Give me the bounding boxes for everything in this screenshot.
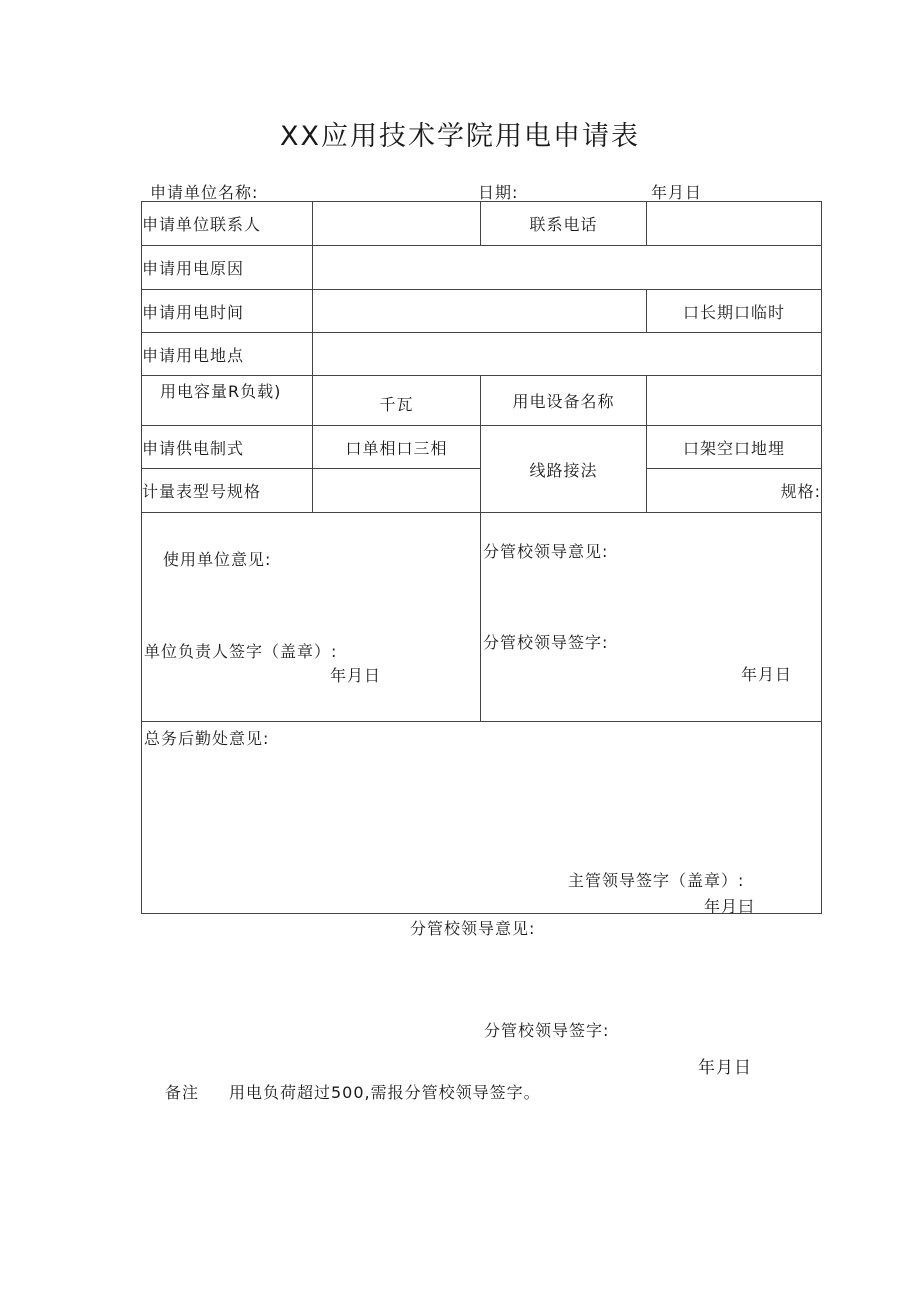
meter-label: 计量表型号规格 bbox=[142, 469, 313, 513]
reason-input[interactable] bbox=[313, 246, 822, 290]
supply-label: 申请供电制式 bbox=[142, 426, 313, 469]
unit-date: 年月日 bbox=[330, 666, 382, 685]
phone-label: 联系电话 bbox=[481, 202, 647, 246]
wiring-label: 线路接法 bbox=[481, 426, 647, 513]
date-label: 日期: bbox=[478, 183, 519, 202]
leader-date: 年月日 bbox=[741, 665, 793, 684]
contact-label: 申请单位联系人 bbox=[142, 202, 313, 246]
leader-sign-label: 分管校领导签字: bbox=[483, 633, 609, 652]
location-label: 申请用电地点 bbox=[142, 333, 313, 376]
page-title: XX应用技术学院用电申请表 bbox=[280, 121, 640, 152]
reason-label: 申请用电原因 bbox=[142, 246, 313, 290]
application-form-table bbox=[141, 201, 822, 914]
director-sign-label: 主管领导签字（盖章）: bbox=[568, 871, 745, 890]
phone-input[interactable] bbox=[647, 202, 822, 246]
below-leader-date: 年月日 bbox=[698, 1058, 752, 1078]
unit-opinion-label: 使用单位意见: bbox=[163, 550, 272, 569]
logistics-opinion-cell[interactable] bbox=[142, 722, 822, 914]
unit-opinion-cell[interactable] bbox=[142, 513, 481, 722]
capacity-unit: 千瓦 bbox=[313, 376, 481, 426]
supply-options[interactable]: 口单相口三相 bbox=[313, 426, 481, 469]
logistics-opinion-label: 总务后勤处意见: bbox=[144, 729, 270, 748]
director-date: 年月曰 bbox=[704, 897, 756, 916]
below-leader-sign-label: 分管校领导签字: bbox=[484, 1021, 610, 1040]
device-name-input[interactable] bbox=[647, 376, 822, 426]
time-options[interactable]: 口长期口临时 bbox=[647, 290, 822, 333]
below-leader-opinion-label: 分管校领导意见: bbox=[410, 919, 536, 938]
capacity-label: 用电容量R负载) bbox=[142, 376, 313, 426]
leader-opinion-label: 分管校领导意见: bbox=[483, 542, 609, 561]
device-name-label: 用电设备名称 bbox=[481, 376, 647, 426]
location-input[interactable] bbox=[313, 333, 822, 376]
spec-label: 规格: bbox=[647, 469, 822, 513]
contact-input[interactable] bbox=[313, 202, 481, 246]
meter-input[interactable] bbox=[313, 469, 481, 513]
remark-text: 用电负荷超过500,需报分管校领导签字。 bbox=[229, 1083, 541, 1102]
unit-head-sign-label: 单位负责人签字（盖章）: bbox=[144, 642, 338, 661]
remark-label: 备注 bbox=[165, 1083, 200, 1102]
date-value: 年月日 bbox=[651, 183, 703, 202]
time-input[interactable] bbox=[313, 290, 647, 333]
time-label: 申请用电时间 bbox=[142, 290, 313, 333]
unit-name-label: 申请单位名称: bbox=[150, 183, 259, 202]
leader-opinion-cell[interactable] bbox=[481, 513, 822, 722]
wiring-options[interactable]: 口架空口地埋 bbox=[647, 426, 822, 469]
